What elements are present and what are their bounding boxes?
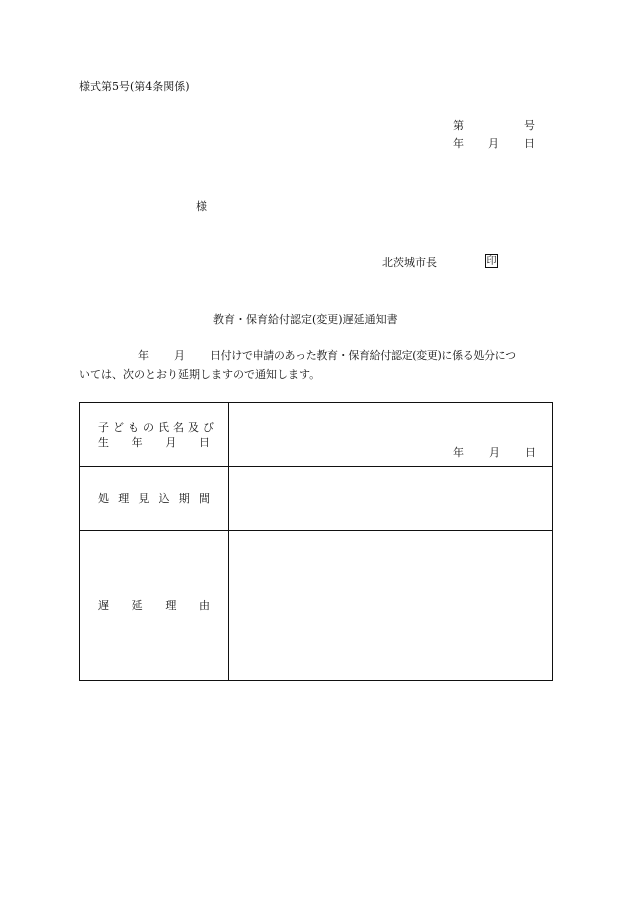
document-title: 教育・保育給付認定(変更)遅延通知書 — [213, 313, 398, 326]
table-row-child-name — [80, 403, 553, 467]
label-char: の — [143, 420, 154, 434]
label-char: 見 — [138, 492, 150, 505]
label-char: 月 — [165, 435, 177, 449]
body-line-2: いては、次のとおり延期しますので通知します。 — [79, 368, 321, 381]
label-char: 名 — [173, 420, 184, 434]
processing-period-label — [80, 491, 228, 506]
notice-table — [79, 402, 553, 681]
table-row-delay-reason — [80, 531, 553, 681]
form-number: 様式第5号(第4条関係) — [79, 80, 190, 93]
delay-reason-label-cell — [80, 531, 229, 681]
delay-reason-label — [80, 598, 228, 613]
child-name-label-line1 — [80, 420, 228, 435]
child-name-label-cell — [80, 403, 229, 467]
label-char: 理 — [118, 492, 130, 505]
processing-period-value-cell[interactable] — [229, 467, 553, 531]
addressee-honorific: 様 — [196, 200, 207, 213]
label-char: び — [203, 420, 214, 434]
body-year-label: 年 — [138, 349, 149, 362]
seal-mark: 印 — [486, 256, 497, 267]
label-char: 理 — [165, 599, 177, 612]
doc-number-prefix: 第 — [453, 119, 464, 132]
processing-period-label-cell — [80, 467, 229, 531]
doc-number-suffix: 号 — [524, 119, 535, 132]
sender-name: 北茨城市長 — [382, 256, 437, 269]
child-name-value-cell[interactable] — [229, 403, 553, 467]
birth-year-label: 年 — [453, 446, 464, 459]
birth-day-label: 日 — [525, 446, 536, 459]
date-day-label: 日 — [524, 137, 535, 150]
label-char: 及 — [188, 420, 199, 434]
label-char: 子 — [98, 420, 109, 434]
label-char: 生 — [98, 435, 109, 449]
table-row-processing-period — [80, 467, 553, 531]
date-year-label: 年 — [453, 137, 464, 150]
label-char: 氏 — [158, 420, 169, 434]
body-line-1: 日付けで申請のあった教育・保育給付認定(変更)に係る処分につ — [210, 349, 516, 362]
label-char: も — [128, 420, 139, 434]
label-char: 込 — [158, 492, 170, 505]
label-char: 日 — [198, 435, 210, 449]
body-month-label: 月 — [174, 349, 185, 362]
label-char: 間 — [198, 492, 210, 505]
delay-reason-value-cell[interactable] — [229, 531, 553, 681]
label-char: 処 — [98, 492, 109, 505]
date-month-label: 月 — [488, 137, 499, 150]
label-char: 由 — [198, 599, 210, 612]
birth-month-label: 月 — [489, 446, 500, 459]
label-char: ど — [113, 420, 124, 434]
label-char: 年 — [131, 435, 143, 449]
label-char: 延 — [131, 599, 143, 612]
child-name-label-line2 — [80, 435, 228, 450]
label-char: 期 — [178, 492, 190, 505]
label-char: 遅 — [98, 599, 109, 612]
